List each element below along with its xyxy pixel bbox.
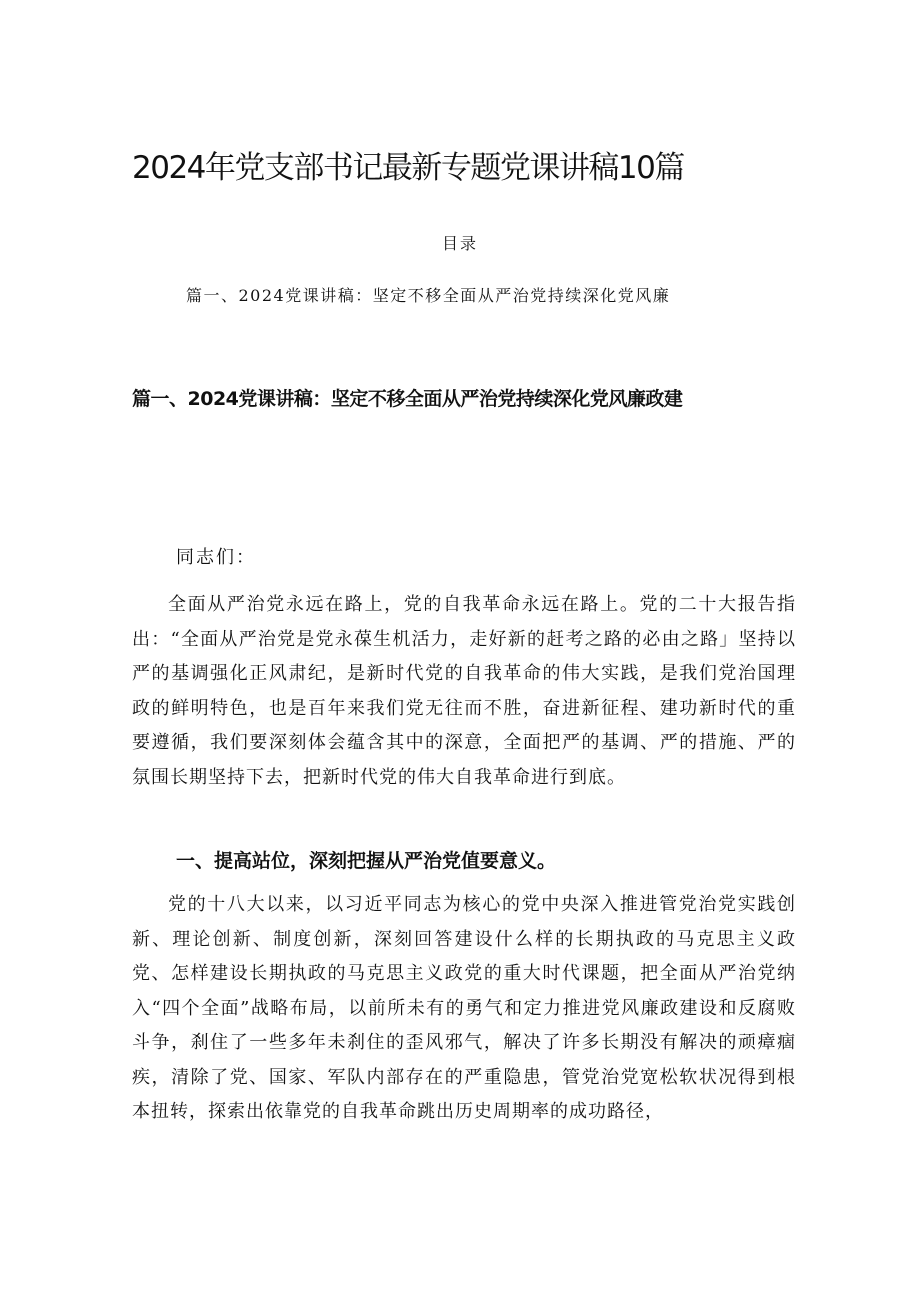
toc-item-1[interactable]: 篇一、2024党课讲稿：坚定不移全面从严治党持续深化党风廉 — [186, 286, 671, 305]
toc-heading: 目录 — [441, 234, 478, 253]
subheading-1: 一、提高站位，深刻把握从严治党值要意义。 — [176, 850, 557, 872]
section-title: 篇一、2024党课讲稿：坚定不移全面从严治党持续深化党风廉政建 — [132, 388, 683, 410]
body-paragraph-1: 全面从严治党永远在路上，党的自我革命永远在路上。党的二十大报告指出：“全面从严治党是党永葆生机活力，走好新的赶考之路的必由之路」坚持以严的基调强化正风肃纪，是新时代党的自我革命的伟大实践，是我们党治国理政的鲜明特色，也是百年来我们党无往而不胜，奋进新征程、建功新时代的重要遵循，我们要深刻体会蕴含其中的深意，全面把严的基调、严的措施、严的氛围长期坚持下去，把新时代党的伟大自我革命进行到底。 — [132, 594, 796, 788]
document-title: 2024年党支部书记最新专题党课讲稿10篇 — [132, 150, 684, 186]
greeting: 同志们： — [176, 547, 256, 568]
body-paragraph-2: 党的十八大以来，以习近平同志为核心的党中央深入推进管党治党实践创新、理论创新、制度创新，深刻回答建设什么样的长期执政的马克思主义政党、怎样建设长期执政的马克思主义政党的重大时代课题，把全面从严治党纳入“四个全面”战略布局，以前所未有的勇气和定力推进党风廉政建设和反腐败斗争，刹住了一些多年未刹住的歪风邪气，解决了许多长期没有解决的顽瘴痼疾，清除了党、国家、军队内部存在的严重隐患，管党治党宽松软状况得到根本扭转，探索出依靠党的自我革命跳出历史周期率的成功路径， — [132, 894, 796, 1122]
